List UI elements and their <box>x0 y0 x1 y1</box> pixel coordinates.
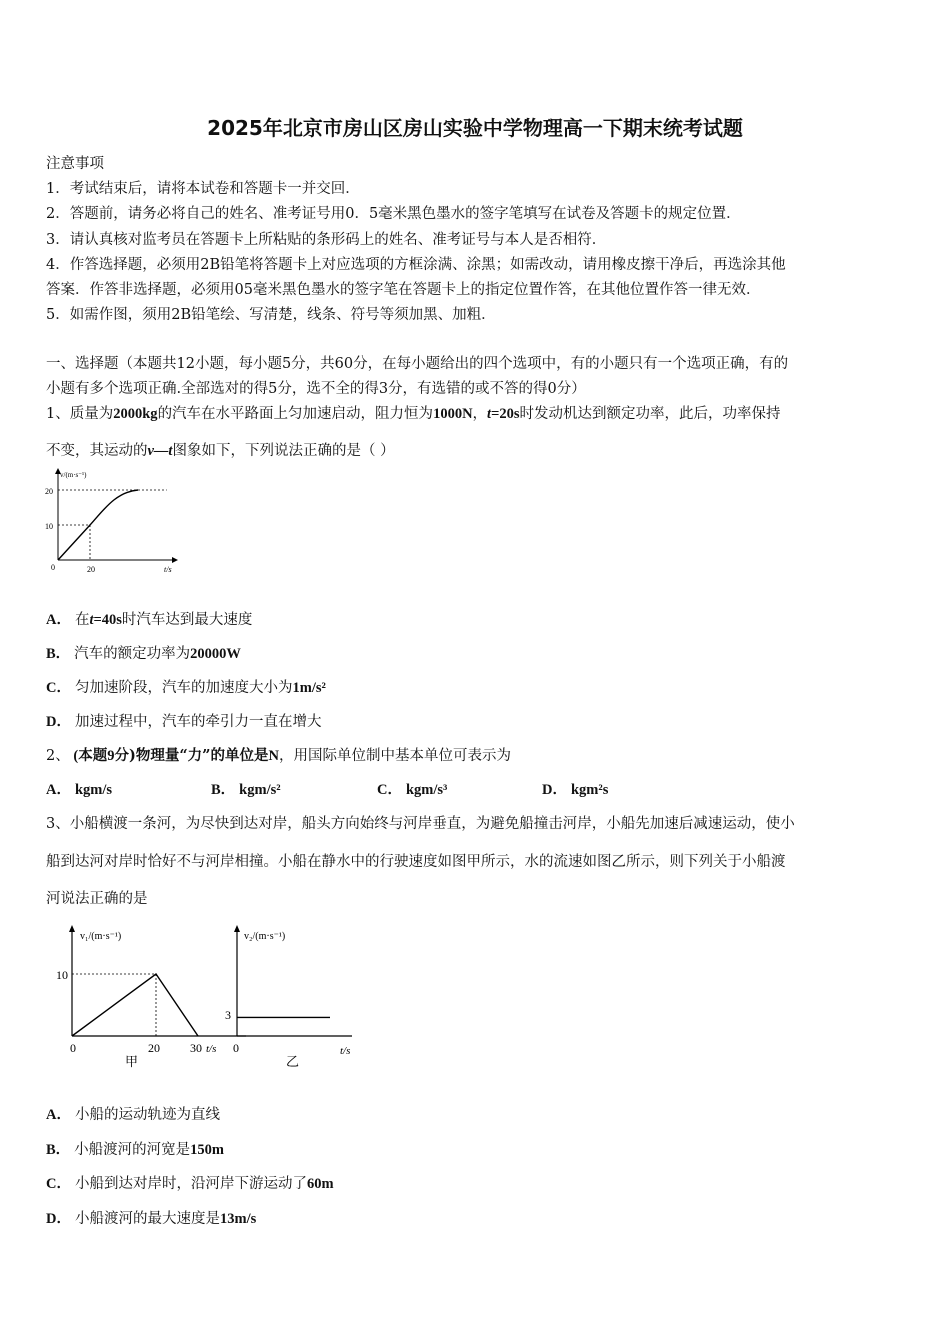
q3-option-a: A． 小船的运动轨迹为直线 <box>46 1107 220 1123</box>
chart-title: 甲 <box>125 1054 139 1069</box>
x-tick-label: 0 <box>233 1041 239 1055</box>
x-axis-label: t/s <box>206 1043 217 1055</box>
notice-item: 1．考试结束后，请将本试卷和答题卡一并交回． <box>46 181 360 197</box>
page-title: 2025年北京市房山区房山实验中学物理高一下期末统考试题 <box>207 116 743 140</box>
y-axis-arrow <box>234 925 240 932</box>
section-instructions: 小题有多个选项正确.全部选对的得5分，选不全的得3分，有选错的或不答的得0分） <box>46 381 586 397</box>
x-axis-label: t/s <box>164 565 172 574</box>
q3-charts <box>40 920 370 1070</box>
q3-option-d: D． 小船渡河的最大速度是13m/s <box>46 1211 257 1227</box>
q3-option-b: B． 小船渡河的河宽是150m <box>46 1142 225 1158</box>
question-2-text: 2、 (本题9分)物理量“力”的单位是N，用国际单位制中基本单位可表示为 <box>46 747 511 764</box>
series-line <box>72 974 198 1036</box>
x-tick-label: 20 <box>87 565 95 574</box>
question-3-text: 3、小船横渡一条河，为尽快到达对岸，船头方向始终与河岸垂直，为避免船撞击河岸，小船先加速后减速运动，使小 <box>46 816 795 832</box>
q1-option-c: C． 匀加速阶段，汽车的加速度大小为1m/s² <box>46 680 326 696</box>
q2-option-a: A． kgm/s <box>46 782 113 798</box>
y-tick-label: 10 <box>45 522 53 531</box>
notice-item: 答案．作答非选择题，必须用05毫米黑色墨水的签字笔在答题卡上的指定位置作答，在其他位置作答一律无效． <box>46 282 761 298</box>
y-tick-label: 3 <box>225 1008 231 1022</box>
y-axis-label: v/(m·s⁻¹) <box>60 471 87 479</box>
notice-item: 3．请认真核对监考员在答题卡上所粘贴的条形码上的姓名、准考证号与本人是否相符． <box>46 232 607 248</box>
notice-heading: 注意事项 <box>46 156 104 172</box>
y-axis-label: v₂/(m·s⁻¹) <box>244 931 286 942</box>
x-tick-label: 0 <box>70 1041 76 1055</box>
x-tick-label: 20 <box>148 1041 160 1055</box>
x-axis-label: t/s <box>340 1045 351 1057</box>
q2-option-c: C． kgm/s³ <box>377 782 448 798</box>
x-axis-arrow <box>172 557 178 563</box>
q2-option-b: B． kgm/s² <box>211 782 281 798</box>
q1-option-a: A． 在t=40s时汽车达到最大速度 <box>46 612 253 628</box>
section-instructions: 一、选择题（本题共12小题，每小题5分，共60分，在每小题给出的四个选项中，有的小题只有一个选项正确，有的 <box>46 356 789 372</box>
q1-option-b: B． 汽车的额定功率为20000W <box>46 646 241 662</box>
q3-option-c: C． 小船到达对岸时，沿河岸下游运动了60m <box>46 1176 334 1192</box>
question-3-text: 船到达河对岸时恰好不与河岸相撞。小船在静水中的行驶速度如图甲所示，水的流速如图乙所示，则下列关于小船渡 <box>46 854 786 870</box>
question-3-text: 河说法正确的是 <box>46 891 148 907</box>
q1-vt-chart <box>40 466 200 580</box>
notice-item: 2．答题前，请务必将自己的姓名、准考证号用0．5毫米黑色墨水的签字笔填写在试卷及答题卡的规定位置． <box>46 206 741 222</box>
q2-option-d: D． kgm²s <box>542 782 609 798</box>
y-axis-arrow <box>69 925 75 932</box>
question-1-text: 不变，其运动的v—t图象如下，下列说法正确的是（ ） <box>46 443 395 459</box>
y-tick-label: 10 <box>56 968 68 982</box>
y-tick-label: 20 <box>45 487 53 496</box>
question-1-text: 1、质量为2000kg的汽车在水平路面上匀加速启动，阻力恒为1000N，t=20s时发动机达到额定功率，此后，功率保持 <box>46 406 781 422</box>
notice-item: 5．如需作图，须用2B铅笔绘、写清楚，线条、符号等须加黑、加粗． <box>46 307 496 323</box>
x-tick-label: 0 <box>51 563 55 572</box>
q1-option-d: D． 加速过程中，汽车的牵引力一直在增大 <box>46 714 322 730</box>
y-axis-label: v₁/(m·s⁻¹) <box>80 931 122 942</box>
x-tick-label: 30 <box>190 1041 202 1055</box>
chart-title: 乙 <box>286 1054 300 1069</box>
notice-item: 4．作答选择题，必须用2B铅笔将答题卡上对应选项的方框涂满、涂黑；如需改动，请用橡皮擦干净后，再选涂其他 <box>46 257 786 273</box>
